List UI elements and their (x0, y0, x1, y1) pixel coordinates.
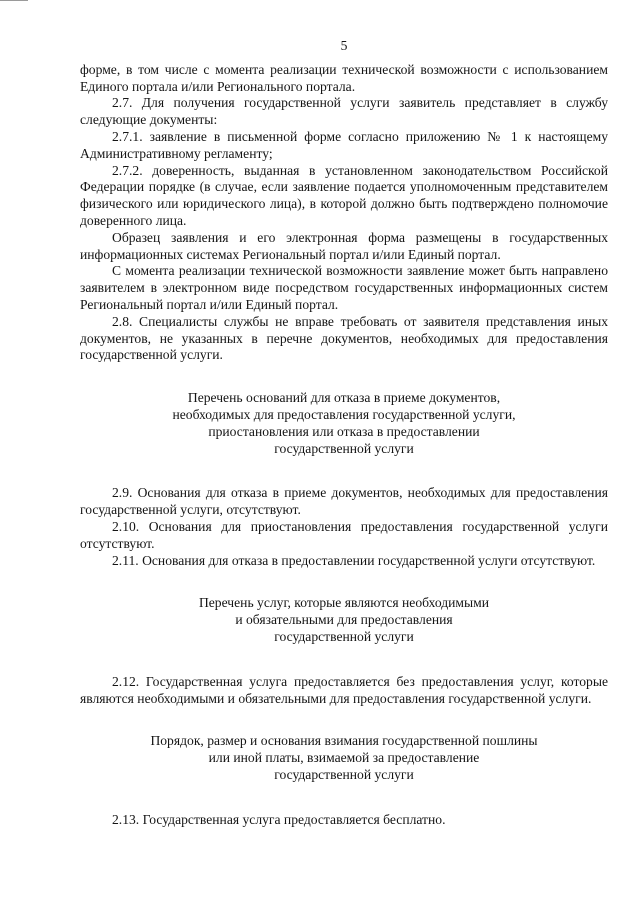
heading-fee (80, 733, 608, 783)
heading-line: Перечень услуг, которые являются необходимыми (198, 595, 490, 611)
paragraph-continuation: форме, в том числе с момента реализации технической возможности с использованием Единого портала и/или Регионального портала. (80, 61, 608, 94)
heading-line: государственной услуги (274, 766, 414, 782)
heading-line: и обязательными для предоставления (235, 612, 453, 628)
heading-line: государственной услуги (274, 440, 414, 456)
paragraph-2-7: 2.7. Для получения государственной услуги заявитель представляет в службу следующие документы: (80, 95, 608, 128)
paragraph-2-9: 2.9. Основания для отказа в приеме документов, необходимых для предоставления государственной услуги, отсутствуют. (80, 485, 608, 518)
scan-edge-mark (0, 0, 28, 1)
paragraph-electronic-submission: С момента реализации технической возможности заявление может быть направлено заявителем в электронном виде посредством государственных информационных систем Региональный портал и/или Единый портал. (80, 263, 608, 312)
paragraph-2-7-1: 2.7.1. заявление в письменной форме согласно приложению № 1 к настоящему Административному регламенту; (80, 128, 608, 161)
paragraph-2-11: 2.11. Основания для отказа в предоставлении государственной услуги отсутствуют. (112, 552, 596, 568)
heading-line: приостановления или отказа в предоставлении (208, 423, 480, 439)
heading-line: необходимых для предоставления государственной услуги, (172, 406, 516, 422)
paragraph-2-7-2: 2.7.2. доверенность, выданная в установленном законодательством Российской Федерации порядке (в случае, если заявление подается уполномоченным представителем физического или юридического лица), в которой должно быть подтверждено полномочие доверенного лица. (80, 162, 608, 228)
paragraph-2-10: 2.10. Основания для приостановления предоставления государственной услуги отсутствуют. (80, 518, 608, 551)
document-page (80, 38, 608, 828)
paragraph-2-13: 2.13. Государственная услуга предоставляется бесплатно. (112, 811, 446, 827)
heading-line: Перечень оснований для отказа в приеме документов, (187, 390, 501, 406)
paragraph-2-12: 2.12. Государственная услуга предоставляется без предоставления услуг, которые являются необходимыми и обязательными для предоставления государственной услуги. (80, 673, 608, 706)
heading-refusal-grounds (80, 390, 608, 457)
heading-line: государственной услуги (274, 628, 414, 644)
heading-line: Порядок, размер и основания взимания государственной пошлины (150, 733, 538, 749)
page-number: 5 (340, 38, 348, 53)
paragraph-sample-form: Образец заявления и его электронная форма размещены в государственных информационных системах Региональный портал и/или Единый портал. (80, 229, 608, 262)
paragraph-2-8: 2.8. Специалисты службы не вправе требовать от заявителя представления иных документов, не указанных в перечне документов, необходимых для предоставления государственной услуги. (80, 313, 608, 363)
heading-line: или иной платы, взимаемой за предоставление (208, 750, 480, 766)
heading-required-services (80, 595, 608, 645)
